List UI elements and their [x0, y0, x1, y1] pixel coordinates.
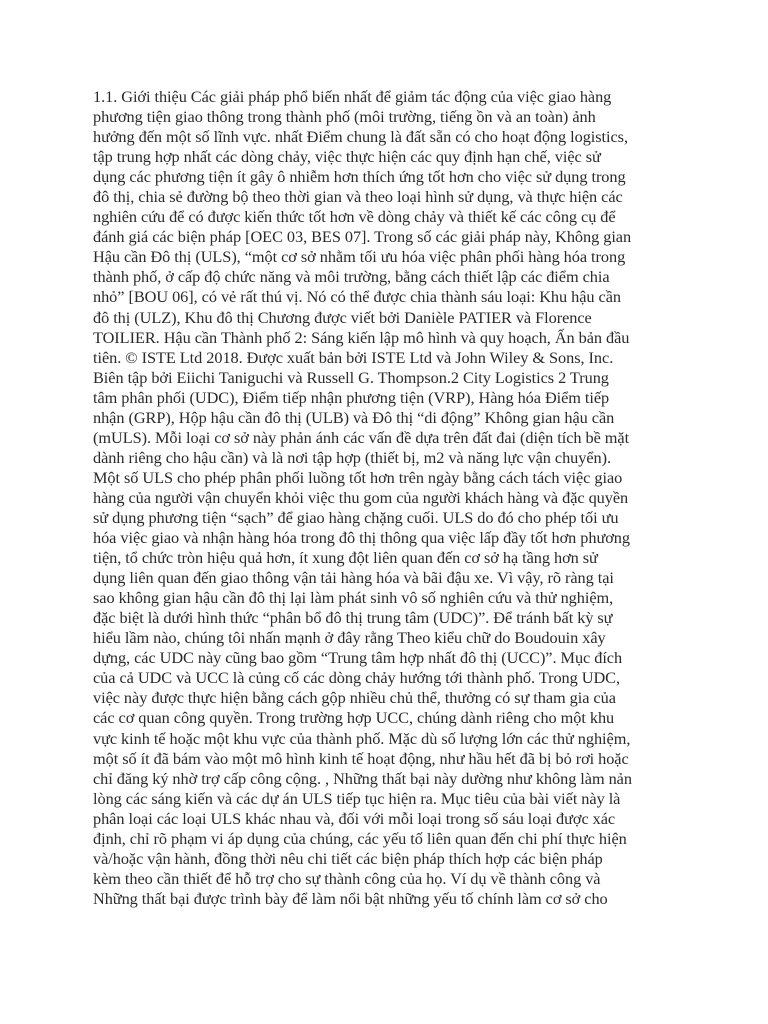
text-line: thành phố, ở cấp độ chức năng và môi trường, bằng cách thiết lập các điểm chia	[93, 267, 610, 287]
text-line: đánh giá các biện pháp [OEC 03, BES 07]. Trong số các giải pháp này, Không gian	[93, 227, 632, 247]
text-line: của cả UDC và UCC là củng cố các dòng chảy hướng tới thành phố. Trong UDC,	[93, 668, 620, 688]
text-line: hóa việc giao và nhận hàng hóa trong đô thị thông qua việc lấp đầy tốt hơn phương	[93, 528, 630, 548]
text-line: lòng các sáng kiến và các dự án ULS tiếp tục hiện ra. Mục tiêu của bài viết này là	[93, 788, 621, 808]
text-line: vực kinh tế hoặc một khu vực của thành phố. Mặc dù số lượng lớn các thử nghiệm,	[93, 728, 631, 748]
text-line: hưởng đến một số lĩnh vực. nhất Điểm chung là đất sẵn có cho hoạt động logistics,	[93, 127, 628, 147]
text-line: dụng các phương tiện ít gây ô nhiễm hơn thích ứng tốt hơn cho việc sử dụng trong	[93, 167, 626, 187]
text-line: đô thị, chia sẻ đường bộ theo thời gian và theo loại hình sử dụng, và thực hiện các	[93, 187, 623, 207]
text-line: tập trung hợp nhất các dòng chảy, việc thực hiện các quy định hạn chế, việc sử	[93, 147, 601, 167]
text-line: sử dụng phương tiện “sạch” để giao hàng chặng cuối. ULS do đó cho phép tối ưu	[93, 507, 619, 527]
text-line: TOILIER. Hậu cần Thành phố 2: Sáng kiến lập mô hình và quy hoạch, Ấn bản đầu	[93, 327, 630, 347]
text-line: nhận (GRP), Hộp hậu cần đô thị (ULB) và Đô thị “di động” Không gian hậu cần	[93, 407, 615, 427]
text-line: sao không gian hậu cần đô thị lại làm phát sinh vô số nghiên cứu và thử nghiệm,	[93, 588, 614, 608]
text-line: phương tiện giao thông trong thành phố (môi trường, tiếng ồn và an toàn) ảnh	[93, 107, 596, 127]
text-line: nhỏ” [BOU 06], có vẻ rất thú vị. Nó có thể được chia thành sáu loại: Khu hậu cần	[93, 287, 621, 307]
document-body-text	[93, 87, 677, 909]
text-line: dựng, các UDC này cũng bao gồm “Trung tâm hợp nhất đô thị (UCC)”. Mục đích	[93, 648, 623, 668]
text-line: đặc biệt là dưới hình thức “phân bổ đô thị trung tâm (UDC)”. Để tránh bất kỳ sự	[93, 608, 613, 628]
text-line: dụng liên quan đến giao thông vận tải hàng hóa và bãi đậu xe. Vì vậy, rõ ràng tại	[93, 568, 614, 588]
text-line: định, chỉ rõ phạm vi áp dụng của chúng, các yếu tố liên quan đến chi phí thực hiện	[93, 828, 627, 848]
text-line: Biên tập bởi Eiichi Taniguchi và Russell G. Thompson.2 City Logistics 2 Trung	[93, 367, 609, 387]
text-line: và/hoặc vận hành, đồng thời nêu chi tiết các biện pháp thích hợp các biện pháp	[93, 848, 603, 868]
text-line: các cơ quan công quyền. Trong trường hợp UCC, chúng dành riêng cho một khu	[93, 708, 615, 728]
text-line: Một số ULS cho phép phân phối luồng tốt hơn trên ngày bằng cách tách việc giao	[93, 467, 623, 487]
text-line: một số ít đã bám vào một mô hình kinh tế hoạt động, như hầu hết đã bị bỏ rơi hoặc	[93, 748, 629, 768]
text-line: hiểu lầm nào, chúng tôi nhấn mạnh ở đây rằng Theo kiểu chữ do Boudouin xây	[93, 628, 606, 648]
text-line: tâm phân phối (UDC), Điểm tiếp nhận phương tiện (VRP), Hàng hóa Điểm tiếp	[93, 387, 610, 407]
text-line: hàng của người vận chuyển khỏi việc thu gom của người khách hàng và đặc quyền	[93, 487, 629, 507]
text-line: Hậu cần Đô thị (ULS), “một cơ sở nhằm tối ưu hóa việc phân phối hàng hóa trong	[93, 247, 626, 267]
text-line: (mULS). Mỗi loại cơ sở này phản ánh các vấn đề dựa trên đất đai (diện tích bề mặt	[93, 427, 630, 447]
text-line: phân loại các loại ULS khác nhau và, đối với mỗi loại trong số sáu loại được xác	[93, 808, 616, 828]
text-line: Những thất bại được trình bày để làm nổi bật những yếu tố chính làm cơ sở cho	[93, 888, 608, 908]
text-line: dành riêng cho hậu cần) và là nơi tập hợp (thiết bị, m2 và năng lực vận chuyển).	[93, 447, 612, 467]
text-line: tiện, tổ chức tròn hiệu quả hơn, ít xung đột liên quan đến cơ sở hạ tầng hơn sử	[93, 548, 598, 568]
text-line: chỉ đăng ký nhờ trợ cấp công cộng. , Những thất bại này dường như không làm nản	[93, 768, 632, 788]
text-line: 1.1. Giới thiệu Các giải pháp phổ biến nhất để giảm tác động của việc giao hàng	[93, 87, 612, 106]
text-line: nghiên cứu để có được kiến thức tốt hơn về dòng chảy và thiết kế các công cụ để	[93, 207, 616, 227]
text-line: việc này được thực hiện bằng cách gộp nhiều chủ thể, thưởng có sự tham gia của	[93, 688, 616, 708]
text-line: đô thị (ULZ), Khu đô thị Chương được viết bởi Danièle PATIER và Florence	[93, 307, 592, 327]
text-line: tiên. © ISTE Ltd 2018. Được xuất bản bởi ISTE Ltd và John Wiley & Sons, Inc.	[93, 347, 614, 367]
text-line: kèm theo cần thiết để hỗ trợ cho sự thành công của họ. Ví dụ về thành công và	[93, 868, 601, 888]
